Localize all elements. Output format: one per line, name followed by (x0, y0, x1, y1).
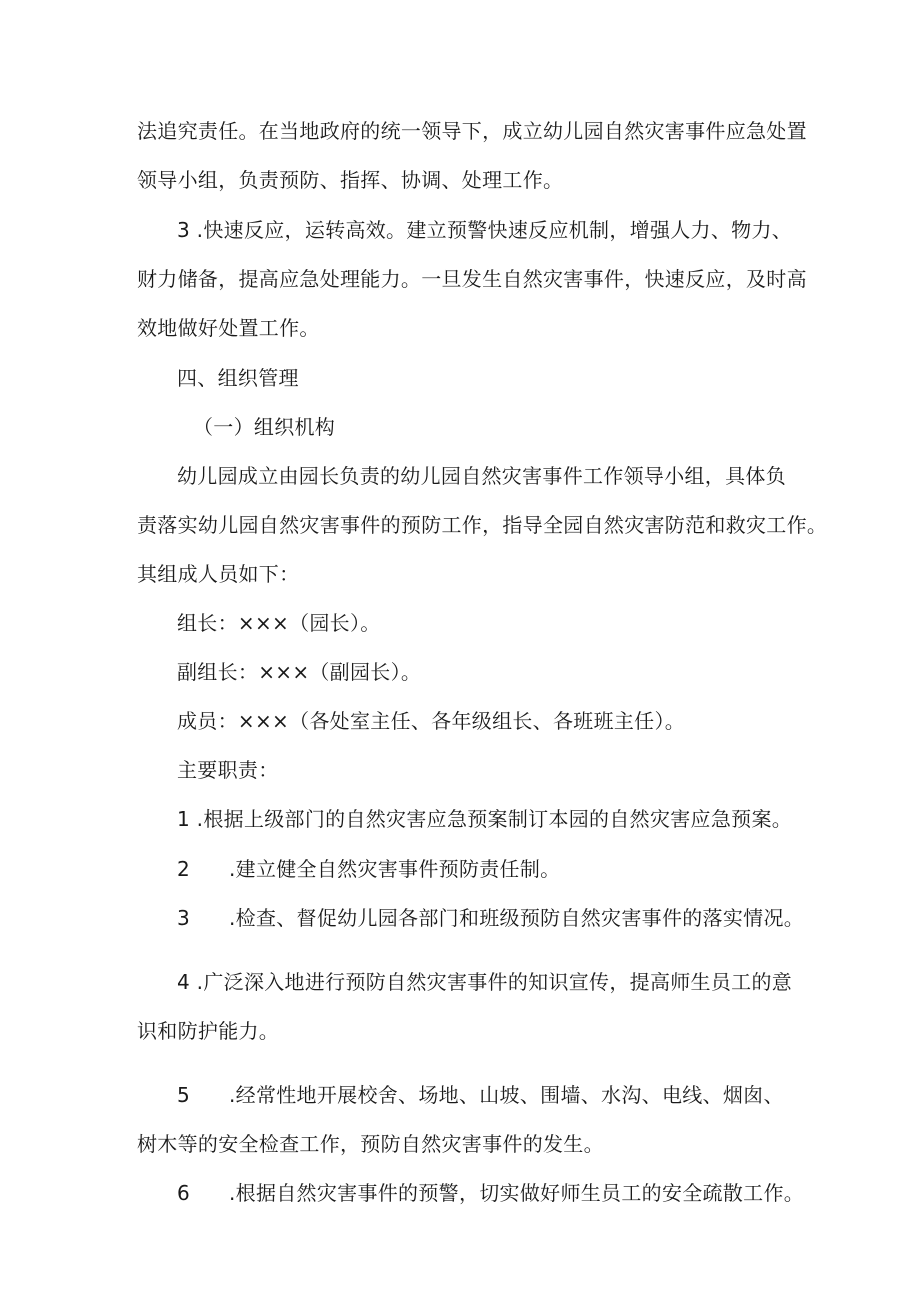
duty-number: 5 (177, 1083, 191, 1107)
member-members: 成员：×××（各处室主任、各年级组长、各班班主任）。 (177, 709, 686, 733)
duty-text: .检查、督促幼儿园各部门和班级预防自然灾害事件的落实情况。 (229, 906, 805, 930)
duty-text: .建立健全自然灾害事件预防责任制。 (229, 857, 561, 881)
paragraph-line: 效地做好处置工作。 (137, 316, 320, 340)
paragraph-line: 法追究责任。在当地政府的统一领导下，成立幼儿园自然灾害事件应急处置 (137, 119, 807, 143)
duty-number: 3 (177, 906, 191, 930)
list-item-3-line: 3 .快速反应，运转高效。建立预警快速反应机制，增强人力、物力、 (177, 218, 793, 242)
member-deputy: 副组长：×××（副园长）。 (177, 660, 422, 684)
paragraph-line: 幼儿园成立由园长负责的幼儿园自然灾害事件工作领导小组，具体负 (177, 464, 786, 488)
duty-text: .根据自然灾害事件的预警，切实做好师生员工的安全疏散工作。 (229, 1181, 805, 1205)
section-heading: 四、组织管理 (177, 366, 299, 390)
paragraph-line: 其组成人员如下： (137, 562, 300, 586)
paragraph-line: 树木等的安全检查工作，预防自然灾害事件的发生。 (137, 1132, 604, 1156)
member-leader: 组长：×××（园长）。 (177, 611, 381, 635)
duty-item-3 (177, 904, 804, 932)
paragraph-line: 领导小组，负责预防、指挥、协调、处理工作。 (137, 168, 564, 192)
duty-item-1: 1 .根据上级部门的自然灾害应急预案制订本园的自然灾害应急预案。 (177, 807, 793, 831)
duty-item-5 (177, 1081, 784, 1109)
duties-heading: 主要职责： (177, 758, 279, 782)
paragraph-line: 财力储备，提高应急处理能力。一旦发生自然灾害事件，快速反应，及时高 (137, 267, 807, 291)
duty-number: 6 (177, 1181, 191, 1205)
subsection-heading: （一）组织机构 (193, 415, 336, 439)
duty-number: 2 (177, 857, 191, 881)
duty-text: .经常性地开展校舍、场地、山坡、围墙、水沟、电线、烟囱、 (229, 1083, 784, 1107)
paragraph-line: 责落实幼儿园自然灾害事件的预防工作，指导全园自然灾害防范和救灾工作。 (137, 513, 828, 537)
duty-item-4: 4 .广泛深入地进行预防自然灾害事件的知识宣传，提高师生员工的意 (177, 970, 793, 994)
paragraph-line: 识和防护能力。 (137, 1019, 280, 1043)
duty-item-2 (177, 855, 560, 883)
duty-item-6 (177, 1179, 804, 1207)
